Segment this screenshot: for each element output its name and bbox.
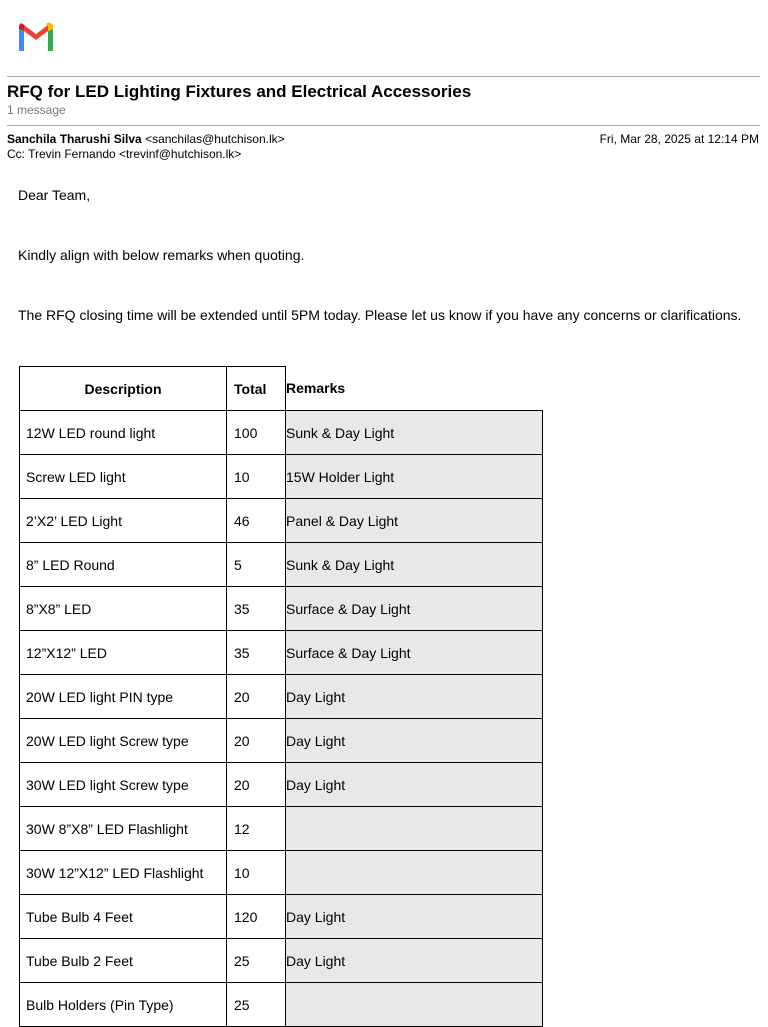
header-total: Total	[227, 367, 286, 411]
cell-description: 2’X2’ LED Light	[20, 499, 227, 543]
cell-description: 8” LED Round	[20, 543, 227, 587]
cell-description: 30W 12”X12” LED Flashlight	[20, 851, 227, 895]
rfq-table	[19, 366, 543, 1027]
header-divider	[7, 76, 760, 77]
cell-description: 20W LED light Screw type	[20, 719, 227, 763]
greeting: Dear Team,	[18, 187, 91, 203]
cell-remarks: Day Light	[286, 675, 543, 719]
subject-divider	[7, 125, 760, 126]
table-row	[20, 499, 543, 543]
table-row	[20, 587, 543, 631]
cell-remarks: Day Light	[286, 939, 543, 983]
cell-total: 35	[227, 587, 286, 631]
cell-total: 10	[227, 851, 286, 895]
cell-total: 120	[227, 895, 286, 939]
header-description: Description	[20, 367, 227, 411]
cell-total: 20	[227, 763, 286, 807]
gmail-logo-icon	[16, 22, 56, 52]
cell-remarks: Sunk & Day Light	[286, 543, 543, 587]
cell-description: 12W LED round light	[20, 411, 227, 455]
sender-email: <sanchilas@hutchison.lk>	[145, 132, 285, 146]
cell-description: 30W LED light Screw type	[20, 763, 227, 807]
table-row	[20, 807, 543, 851]
table-row	[20, 719, 543, 763]
cell-remarks: Day Light	[286, 895, 543, 939]
cell-total: 25	[227, 939, 286, 983]
cell-remarks	[286, 807, 543, 851]
table-row	[20, 895, 543, 939]
cell-total: 46	[227, 499, 286, 543]
cell-remarks: Sunk & Day Light	[286, 411, 543, 455]
email-subject: RFQ for LED Lighting Fixtures and Electrical Accessories	[7, 82, 472, 101]
cell-total: 12	[227, 807, 286, 851]
cell-remarks: Panel & Day Light	[286, 499, 543, 543]
body-line-1: Kindly align with below remarks when quoting.	[18, 247, 305, 263]
cell-description: Tube Bulb 4 Feet	[20, 895, 227, 939]
body-line-2: The RFQ closing time will be extended until 5PM today. Please let us know if you have any concerns or clarifications.	[18, 307, 742, 323]
table-row	[20, 411, 543, 455]
cell-remarks: Day Light	[286, 763, 543, 807]
table-row	[20, 631, 543, 675]
cell-description: Tube Bulb 2 Feet	[20, 939, 227, 983]
cell-description: 8”X8” LED	[20, 587, 227, 631]
table-row	[20, 763, 543, 807]
table-header-row	[20, 367, 543, 411]
cell-total: 100	[227, 411, 286, 455]
cell-description: Bulb Holders (Pin Type)	[20, 983, 227, 1027]
table-row	[20, 939, 543, 983]
table-row	[20, 851, 543, 895]
header-remarks: Remarks	[286, 367, 543, 411]
cc-line: Cc: Trevin Fernando <trevinf@hutchison.lk>	[7, 147, 242, 161]
cell-remarks: Surface & Day Light	[286, 631, 543, 675]
cell-description: 20W LED light PIN type	[20, 675, 227, 719]
email-date: Fri, Mar 28, 2025 at 12:14 PM	[599, 132, 759, 146]
cell-total: 20	[227, 675, 286, 719]
table-row	[20, 675, 543, 719]
cell-total: 20	[227, 719, 286, 763]
cell-remarks: Day Light	[286, 719, 543, 763]
cell-total: 10	[227, 455, 286, 499]
table-row	[20, 455, 543, 499]
cell-remarks: 15W Holder Light	[286, 455, 543, 499]
table-row	[20, 983, 543, 1027]
message-count: 1 message	[7, 103, 66, 117]
cell-description: 30W 8”X8” LED Flashlight	[20, 807, 227, 851]
cell-remarks	[286, 983, 543, 1027]
cell-remarks: Surface & Day Light	[286, 587, 543, 631]
table-row	[20, 543, 543, 587]
cell-remarks	[286, 851, 543, 895]
sender-name: Sanchila Tharushi Silva	[7, 132, 142, 146]
cell-total: 25	[227, 983, 286, 1027]
cell-description: Screw LED light	[20, 455, 227, 499]
cell-total: 35	[227, 631, 286, 675]
cell-description: 12”X12” LED	[20, 631, 227, 675]
cell-total: 5	[227, 543, 286, 587]
sender-line	[7, 132, 285, 146]
